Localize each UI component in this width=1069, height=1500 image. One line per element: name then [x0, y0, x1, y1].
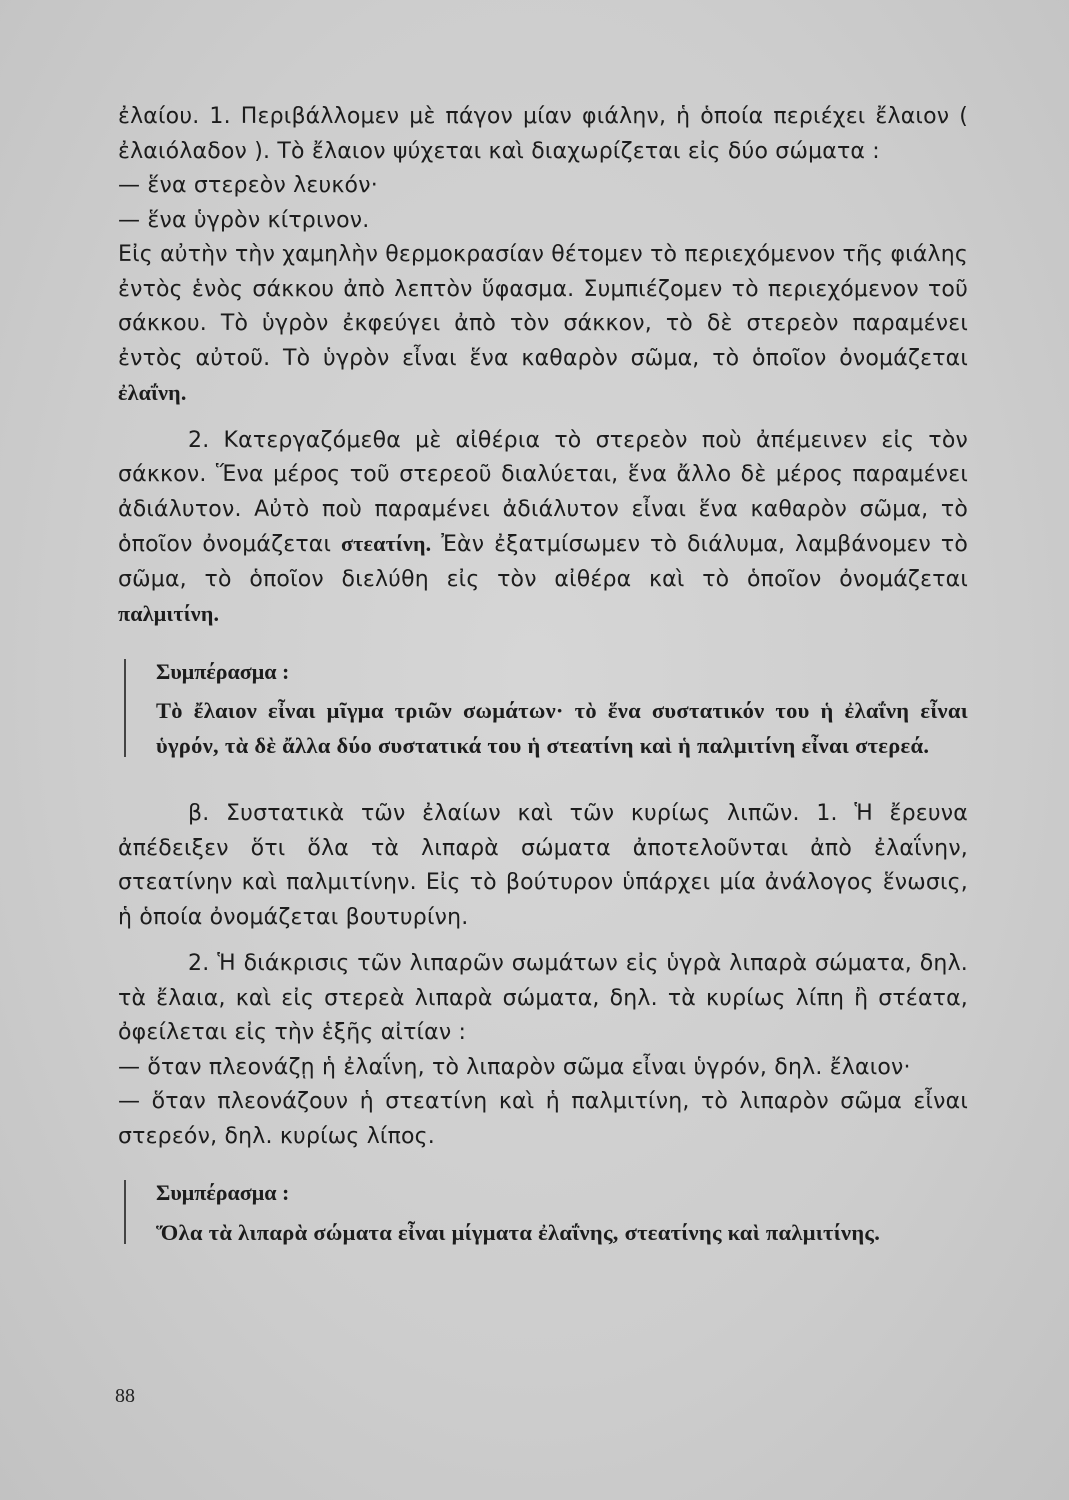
- paragraph-ice-separation: [118, 100, 968, 169]
- page-number: 88: [115, 1385, 135, 1407]
- page-text: [118, 100, 968, 1250]
- conclusion-title: Συμπέρασμα :: [156, 1180, 290, 1205]
- term-steatini: στεατίνη.: [341, 531, 432, 556]
- paragraph-components: β. Συστατικὰ τῶν ἐλαίων καὶ τῶν κυρίως λιπῶν. 1. Ἡ ἔρευνα ἀπέδειξεν ὅτι ὅλα τὰ λιπαρὰ σώματα ἀποτελοῦνται ἀπὸ ἐλαΐνην, στεατίνην καὶ παλμιτίνην. Εἰς τὸ βούτυρον ὑπάρχει μία ἀνάλογος ἕνωσις, ἡ ὁποία ὀνομάζεται βουτυρίνη.: [118, 801, 968, 930]
- paragraph-text: Ἐὰν ἐξατμίσωμεν τὸ διάλυμα, λαμβάνομεν τὸ σῶμα, τὸ ὁποῖον διελύθη εἰς τὸν αἰθέρα καὶ τὸ ὁποῖον ὀνομάζεται: [118, 532, 968, 592]
- paragraph-text: 2. Κατεργαζόμεθα μὲ αἰθέρια τὸ στερεὸν ποὺ ἀπέμεινεν εἰς τὸν σάκκον. Ἕνα μέρος τοῦ στερεοῦ διαλύεται, ἕνα ἄλλο δὲ μέρος παραμένει ἀδιάλυτον. Αὐτὸ ποὺ παραμένει ἀδιάλυτον εἶναι ἕνα καθαρὸν σῶμα, τὸ ὁποῖον ὀνομάζεται: [118, 427, 968, 557]
- paragraph-ether: [118, 424, 968, 633]
- conclusion-box-2: [118, 1176, 968, 1250]
- list-item-excess-elaini: — ὅταν πλεονάζῃ ἡ ἐλαΐνη, τὸ λιπαρὸν σῶμα εἶναι ὑγρόν, δηλ. ἔλαιον·: [118, 1054, 911, 1080]
- paragraph-text: ἐλαίου. 1. Περιβάλλομεν μὲ πάγον μίαν φιάλην, ἡ ὁποία περιέχει ἔλαιον ( ἐλαιόλαδον ). Τὸ ἔλαιον ψύχεται καὶ διαχωρίζεται εἰς δύο σώματα :: [118, 104, 968, 164]
- term-palmitini: παλμιτίνη.: [118, 601, 220, 626]
- list-item-liquid: — ἕνα ὑγρὸν κίτρινον.: [118, 207, 370, 233]
- term-elaini: ἐλαΐνη.: [118, 380, 187, 405]
- paragraph-squeezing: [118, 238, 968, 412]
- conclusion-box-1: [118, 655, 968, 764]
- list-item-excess-steatini: — ὅταν πλεονάζουν ἡ στεατίνη καὶ ἡ παλμιτίνη, τὸ λιπαρὸν σῶμα εἶναι στερεόν, δηλ. κυρίως λίπος.: [118, 1089, 968, 1149]
- list-item-solid: — ἕνα στερεὸν λευκόν·: [118, 173, 378, 198]
- conclusion-title: Συμπέρασμα :: [156, 658, 290, 684]
- paragraph-text: Εἰς αὐτὴν τὴν χαμηλὴν θερμοκρασίαν θέτομεν τὸ περιεχόμενον τῆς φιάλης ἐντὸς ἑνὸς σάκκου ἀπὸ λεπτὸν ὕφασμα. Συμπιέζομεν τὸ περιεχόμενον τοῦ σάκκου. Τὸ ὑγρὸν ἐκφεύγει ἀπὸ τὸν σάκκον, τὸ δὲ στερεὸν παραμένει ἐντὸς αὐτοῦ. Τὸ ὑγρὸν εἶναι ἕνα καθαρὸν σῶμα, τὸ ὁποῖον ὀνομάζεται: [118, 242, 968, 371]
- conclusion-body: Ὅλα τὰ λιπαρὰ σώματα εἶναι μίγματα ἐλαΐνης, στεατίνης καὶ παλμιτίνης.: [156, 1219, 881, 1245]
- conclusion-body: Τὸ ἔλαιον εἶναι μῖγμα τριῶν σωμάτων· τὸ ἕνα συστατικόν του ἡ ἐλαΐνη εἶναι ὑγρόν, τὰ δὲ ἄλλα δύο συστατικά του ἡ στεατίνη καὶ ἡ παλμιτίνη εἶναι στερεά.: [156, 698, 968, 758]
- paragraph-distinction: 2. Ἡ διάκρισις τῶν λιπαρῶν σωμάτων εἰς ὑγρὰ λιπαρὰ σώματα, δηλ. τὰ ἔλαια, καὶ εἰς στερεὰ λιπαρὰ σώματα, δηλ. τὰ κυρίως λίπη ἢ στέατα, ὀφείλεται εἰς τὴν ἑξῆς αἰτίαν :: [118, 951, 968, 1045]
